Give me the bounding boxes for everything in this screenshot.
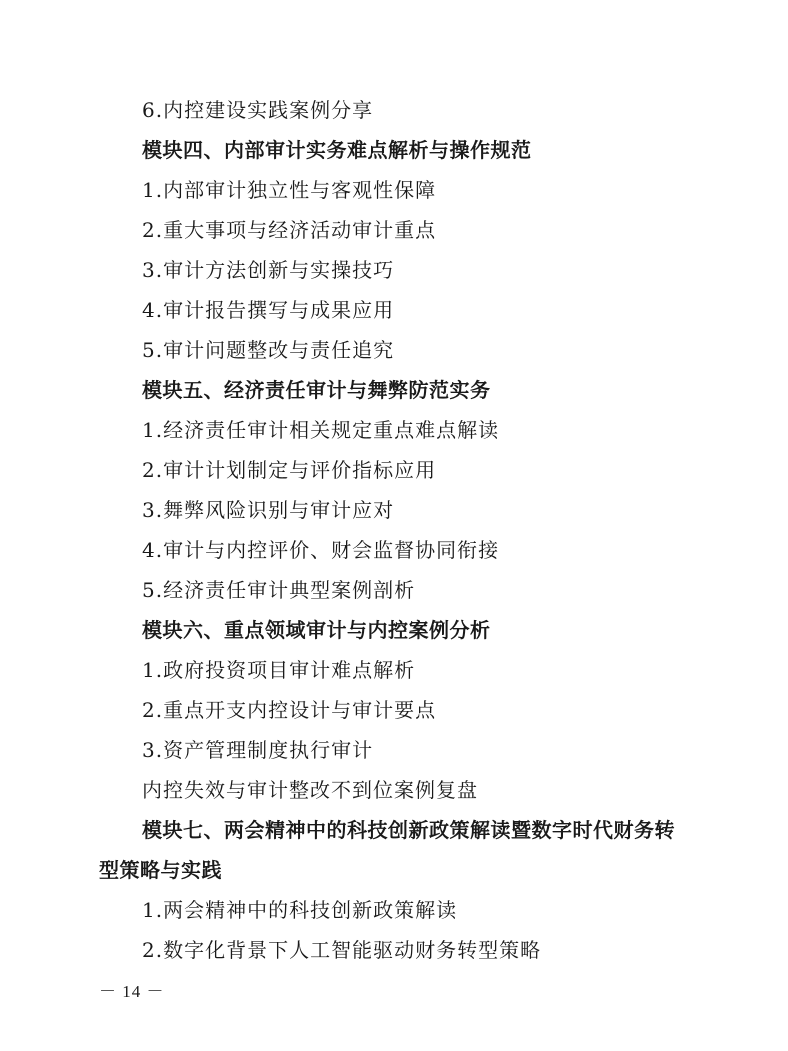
section-heading-module-7-continued: 型策略与实践 [99, 858, 222, 882]
list-item: 3.审计方法创新与实操技巧 [142, 258, 395, 282]
list-item: 5.审计问题整改与责任追究 [142, 338, 395, 362]
list-item: 1.两会精神中的科技创新政策解读 [142, 898, 458, 922]
list-item: 1.内部审计独立性与客观性保障 [142, 178, 437, 202]
list-item: 5.经济责任审计典型案例剖析 [142, 578, 416, 602]
section-heading-module-6: 模块六、重点领域审计与内控案例分析 [142, 618, 491, 642]
section-heading-module-7: 模块七、两会精神中的科技创新政策解读暨数字时代财务转 [142, 818, 675, 842]
list-item: 6.内控建设实践案例分享 [142, 98, 374, 122]
list-item: 内控失效与审计整改不到位案例复盘 [142, 778, 478, 802]
list-item: 1.政府投资项目审计难点解析 [142, 658, 416, 682]
list-item: 2.重点开支内控设计与审计要点 [142, 698, 437, 722]
list-item: 1.经济责任审计相关规定重点难点解读 [142, 418, 500, 442]
list-item: 3.资产管理制度执行审计 [142, 738, 374, 762]
section-heading-module-4: 模块四、内部审计实务难点解析与操作规范 [142, 138, 532, 162]
section-heading-module-5: 模块五、经济责任审计与舞弊防范实务 [142, 378, 491, 402]
list-item: 2.数字化背景下人工智能驱动财务转型策略 [142, 938, 542, 962]
page-number: － 14 － [99, 982, 165, 1001]
list-item: 4.审计与内控评价、财会监督协同衔接 [142, 538, 500, 562]
list-item: 2.审计计划制定与评价指标应用 [142, 458, 437, 482]
list-item: 3.舞弊风险识别与审计应对 [142, 498, 395, 522]
list-item: 4.审计报告撰写与成果应用 [142, 298, 395, 322]
list-item: 2.重大事项与经济活动审计重点 [142, 218, 437, 242]
